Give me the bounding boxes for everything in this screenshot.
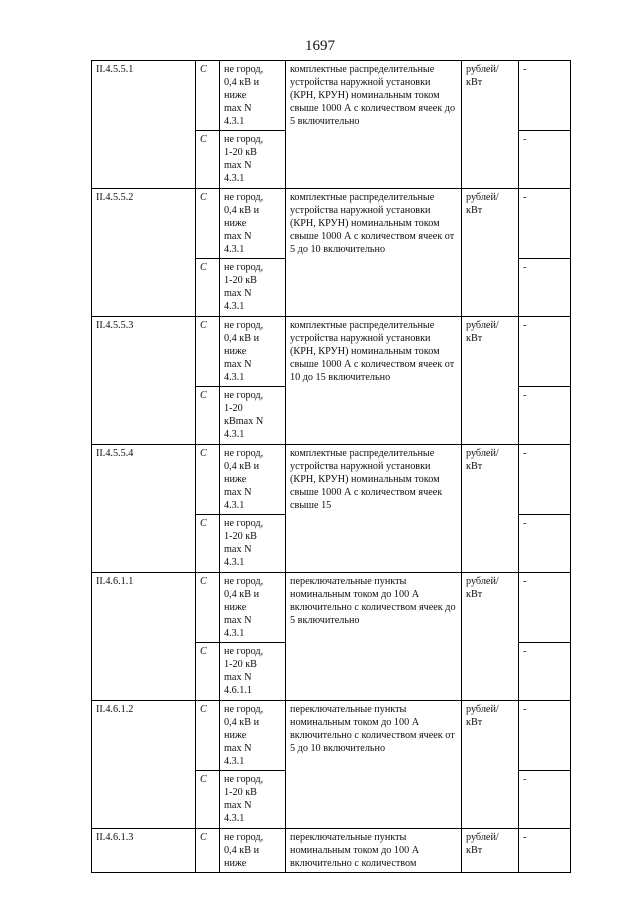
row-category: С	[196, 387, 220, 445]
row-category: С	[196, 701, 220, 771]
row-condition: не город, 1-20 кВ max N 4.6.1.1	[220, 643, 286, 701]
row-category: С	[196, 771, 220, 829]
row-value: -	[519, 515, 571, 573]
table-row	[92, 445, 571, 515]
row-category: С	[196, 131, 220, 189]
row-category: С	[196, 61, 220, 131]
row-condition: не город, 1-20 кВ max N 4.3.1	[220, 771, 286, 829]
row-category: С	[196, 189, 220, 259]
row-value: -	[519, 259, 571, 317]
row-code: II.4.5.5.2	[92, 189, 196, 317]
row-code: II.4.5.5.4	[92, 445, 196, 573]
row-category: С	[196, 317, 220, 387]
page-number: 1697	[305, 38, 335, 54]
row-value: -	[519, 829, 571, 873]
row-description: переключательные пункты номинальным током до 100 А включительно с количеством ячеек до 5 включительно	[286, 573, 462, 701]
row-condition: не город, 1-20 кВ max N 4.3.1	[220, 259, 286, 317]
row-value: -	[519, 61, 571, 131]
row-value: -	[519, 189, 571, 259]
row-value: -	[519, 643, 571, 701]
row-description: комплектные распределительные устройства наружной установки (КРН, КРУН) номинальным током свыше 1000 А с количеством ячеек до 5 включительно	[286, 61, 462, 189]
row-value: -	[519, 701, 571, 771]
row-category: С	[196, 643, 220, 701]
row-condition: не город, 0,4 кВ и ниже max N 4.3.1	[220, 317, 286, 387]
tariff-table-body	[92, 61, 571, 873]
row-category: С	[196, 515, 220, 573]
row-unit: рублей/ кВт	[462, 701, 519, 829]
row-description: комплектные распределительные устройства наружной установки (КРН, КРУН) номинальным током свыше 1000 А с количеством ячеек свыше 15	[286, 445, 462, 573]
row-condition: не город, 0,4 кВ и ниже max N 4.3.1	[220, 189, 286, 259]
row-condition: не город, 1-20 кВ max N 4.3.1	[220, 515, 286, 573]
row-unit: рублей/ кВт	[462, 61, 519, 189]
row-code: II.4.5.5.1	[92, 61, 196, 189]
row-unit: рублей/ кВт	[462, 829, 519, 873]
row-value: -	[519, 771, 571, 829]
row-value: -	[519, 387, 571, 445]
row-category: С	[196, 573, 220, 643]
row-code: II.4.6.1.1	[92, 573, 196, 701]
row-condition: не город, 0,4 кВ и ниже max N 4.3.1	[220, 61, 286, 131]
row-description: переключательные пункты номинальным током до 100 А включительно с количеством ячеек от 5 до 10 включительно	[286, 701, 462, 829]
row-value: -	[519, 573, 571, 643]
row-category: С	[196, 445, 220, 515]
table-row	[92, 573, 571, 643]
row-category: С	[196, 259, 220, 317]
row-condition: не город, 0,4 кВ и ниже	[220, 829, 286, 873]
row-condition: не город, 1-20 кВmax N 4.3.1	[220, 387, 286, 445]
table-row	[92, 61, 571, 131]
table-row	[92, 701, 571, 771]
row-condition: не город, 1-20 кВ max N 4.3.1	[220, 131, 286, 189]
row-unit: рублей/ кВт	[462, 573, 519, 701]
row-condition: не город, 0,4 кВ и ниже max N 4.3.1	[220, 573, 286, 643]
row-value: -	[519, 131, 571, 189]
row-unit: рублей/ кВт	[462, 189, 519, 317]
row-description: комплектные распределительные устройства наружной установки (КРН, КРУН) номинальным током свыше 1000 А с количеством ячеек от 10 до 15 включительно	[286, 317, 462, 445]
table-row	[92, 189, 571, 259]
row-code: II.4.6.1.2	[92, 701, 196, 829]
row-description: комплектные распределительные устройства наружной установки (КРН, КРУН) номинальным током свыше 1000 А с количеством ячеек от 5 до 10 включительно	[286, 189, 462, 317]
tariff-table	[91, 60, 571, 873]
row-unit: рублей/ кВт	[462, 317, 519, 445]
row-description: переключательные пункты номинальным током до 100 А включительно с количеством	[286, 829, 462, 873]
table-row	[92, 317, 571, 387]
row-value: -	[519, 317, 571, 387]
row-unit: рублей/ кВт	[462, 445, 519, 573]
row-condition: не город, 0,4 кВ и ниже max N 4.3.1	[220, 701, 286, 771]
row-code: II.4.6.1.3	[92, 829, 196, 873]
row-category: С	[196, 829, 220, 873]
row-value: -	[519, 445, 571, 515]
row-code: II.4.5.5.3	[92, 317, 196, 445]
row-condition: не город, 0,4 кВ и ниже max N 4.3.1	[220, 445, 286, 515]
table-row	[92, 829, 571, 873]
